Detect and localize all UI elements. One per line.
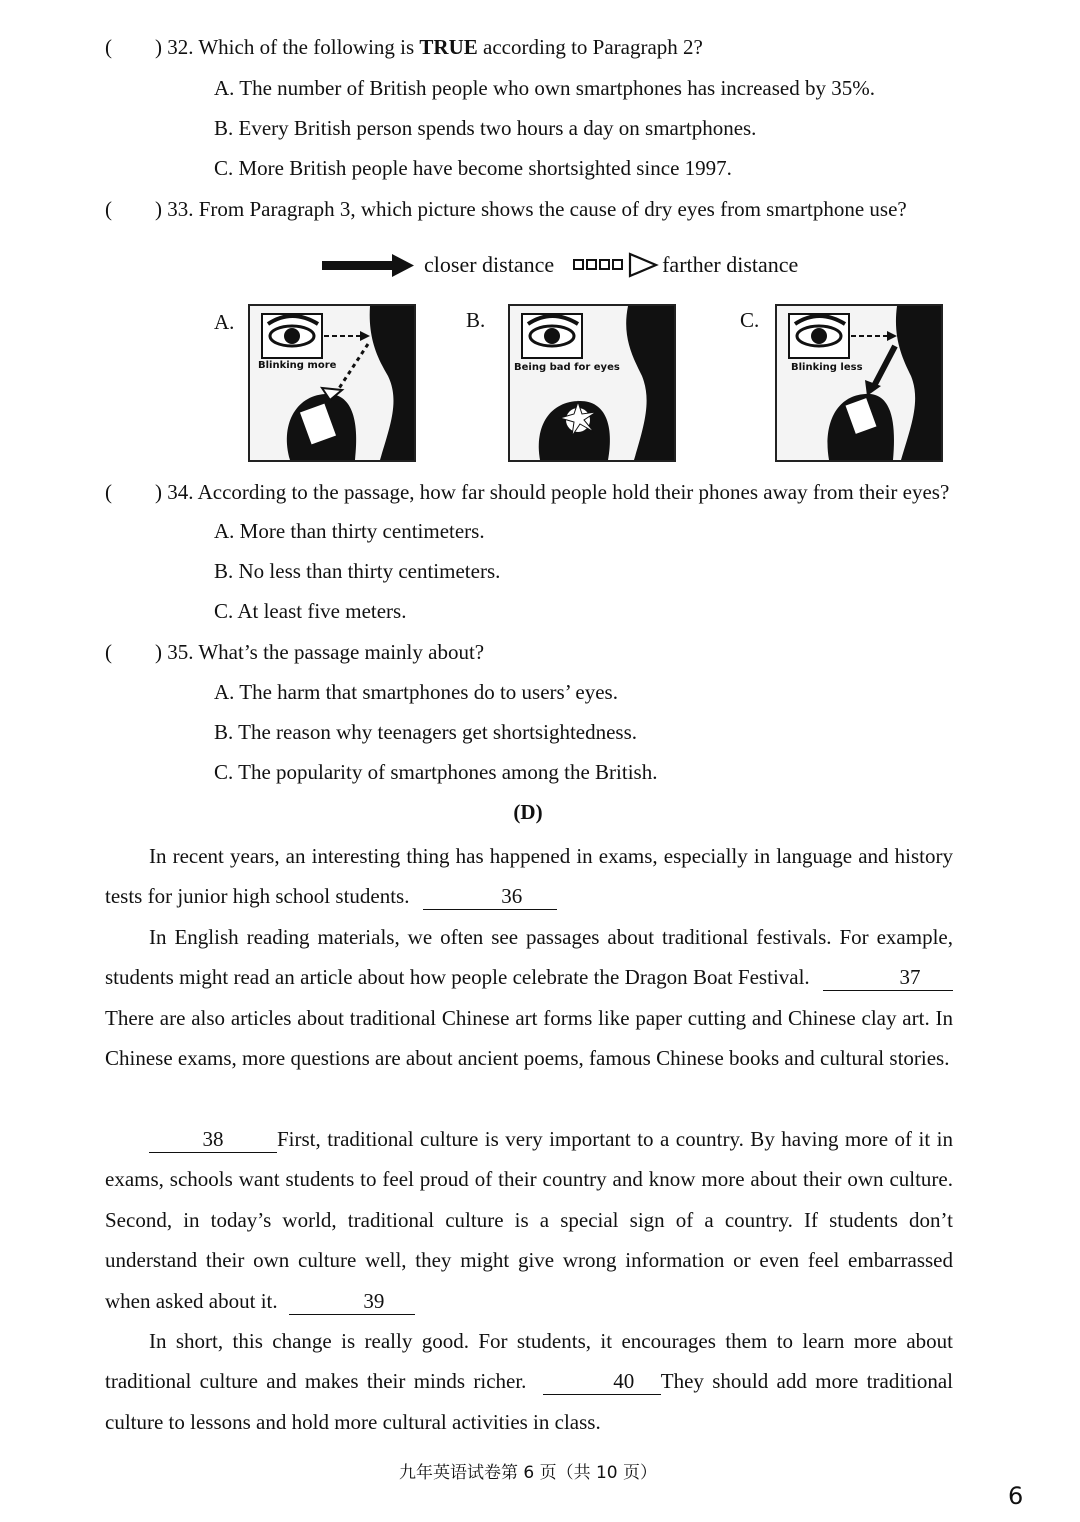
q32-option-a: A. The number of British people who own smartphones has increased by 35%. <box>214 76 875 100</box>
picture-c-caption: Blinking less <box>791 362 863 373</box>
legend-farther-label: farther distance <box>662 252 799 277</box>
picture-a[interactable] <box>248 304 416 462</box>
q35-option-a: A. The harm that smartphones do to users’ eyes. <box>214 680 618 704</box>
blank-38[interactable]: 38 <box>149 1126 277 1153</box>
q34-option-a: A. More than thirty centimeters. <box>214 519 485 543</box>
solid-arrow-icon <box>322 253 414 277</box>
question-35 <box>105 636 484 668</box>
answer-bracket[interactable]: ( <box>105 640 112 664</box>
picture-a-label[interactable]: A. <box>214 310 235 334</box>
question-33 <box>105 193 907 225</box>
question-32-text: ) 32. Which of the following is TRUE according to Paragraph 2? <box>155 35 703 59</box>
question-34 <box>105 476 949 508</box>
q35-option-c: C. The popularity of smartphones among the British. <box>214 760 658 784</box>
picture-a-illustration <box>250 306 414 460</box>
page-footer: 九年英语试卷第 6 页（共 10 页） <box>398 1463 658 1483</box>
picture-c-label[interactable]: C. <box>740 308 760 332</box>
picture-a-caption: Blinking more <box>258 360 337 371</box>
passage-paragraph-4: In short, this change is really good. For students, it encourages them to learn more about traditional culture and makes their minds richer. 40 They should add more traditional culture to lessons and hold more cultural activities in class. <box>105 1329 953 1434</box>
passage-paragraph-2: In English reading materials, we often see passages about traditional festivals. For example, students might read an article about how people celebrate the Dragon Boat Festival. 37 There are also articles about traditional Chinese art forms like paper cutting and Chinese clay art. In Chinese exams, more questions are about ancient poems, famous Chinese books and cultural stories. <box>105 925 953 1071</box>
answer-bracket[interactable]: ( <box>105 197 112 221</box>
q34-option-c: C. At least five meters. <box>214 599 407 623</box>
dotted-arrow-icon <box>572 252 660 278</box>
question-32 <box>105 31 703 63</box>
answer-bracket[interactable]: ( <box>105 480 112 504</box>
q35-option-b: B. The reason why teenagers get shortsightedness. <box>214 720 638 744</box>
picture-b-label[interactable]: B. <box>466 308 486 332</box>
blank-37[interactable]: 37 <box>823 964 953 991</box>
legend-closer-label: closer distance <box>424 252 555 277</box>
q32-option-b: B. Every British person spends two hours a day on smartphones. <box>214 116 757 140</box>
answer-bracket[interactable]: ( <box>105 35 112 59</box>
picture-c-illustration <box>777 306 941 460</box>
blank-36[interactable]: 36 <box>423 883 557 910</box>
q32-option-c: C. More British people have become shortsighted since 1997. <box>214 156 732 180</box>
question-34-text: ) 34. According to the passage, how far should people hold their phones away from their eyes? <box>155 480 950 504</box>
passage-paragraph-3: 38 First, traditional culture is very important to a country. By having more of it in exams, schools want students to feel proud of their country and know more about their own culture. Second, in today’s world, traditional culture is a special sign of a country. If students don’t understand their own culture well, they might give wrong information or even feel embarrassed when asked about it. 39 <box>105 1127 953 1313</box>
picture-b[interactable] <box>508 304 676 462</box>
question-35-text: ) 35. What’s the passage mainly about? <box>155 640 485 664</box>
picture-c[interactable] <box>775 304 943 462</box>
page-number: 6 <box>1008 1482 1024 1510</box>
picture-b-caption: Being bad for eyes <box>514 362 620 373</box>
section-title: (D) <box>513 800 543 824</box>
blank-39[interactable]: 39 <box>289 1288 415 1315</box>
picture-b-illustration <box>510 306 674 460</box>
question-33-text: ) 33. From Paragraph 3, which picture shows the cause of dry eyes from smartphone use? <box>155 197 907 221</box>
passage-paragraph-1: In recent years, an interesting thing has happened in exams, especially in language and history tests for junior high school students. 36 <box>105 844 953 909</box>
q34-option-b: B. No less than thirty centimeters. <box>214 559 501 583</box>
blank-40[interactable]: 40 <box>543 1368 661 1395</box>
distance-legend <box>322 248 798 282</box>
